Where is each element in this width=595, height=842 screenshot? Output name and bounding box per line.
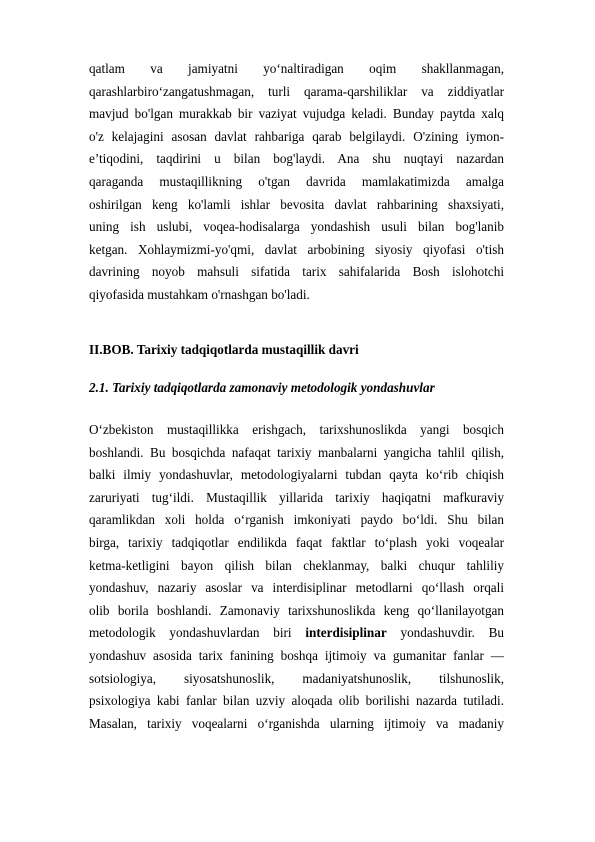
text-line: O‘zbekiston mustaqillikka erishgach, tarixshunoslikda yangi bosqich [89, 422, 504, 437]
text-line: yondashuv asosida tarix fanining boshqa ijtimoiy va gumanitar fanlar — [89, 647, 504, 663]
chapter-heading: II.BOB. Tarixiy tadqiqotlarda mustaqillik davri [89, 342, 359, 357]
text-line: ketma-ketligini bayon qilish bilan cheklanmay, balki chuqur tahliliy [89, 557, 504, 573]
text-line: qiyofasida mustahkam o'rnashgan bo'ladi. [89, 286, 310, 302]
text-segment: metodologik yondashuvlardan biri [89, 625, 292, 641]
text-line: qaramlikdan xoli holda o‘rganish imkoniyati paydo bo‘ldi. Shu bilan [89, 512, 504, 528]
section-heading: 2.1. Tarixiy tadqiqotlarda zamonaviy metodologik yondashuvlar [89, 380, 435, 395]
text-line: oshirilgan keng ko'lamli ishlar bevosita davlat rahbarining shaxsiyati, [89, 196, 504, 212]
text-line: Masalan, tarixiy voqealarni o‘rganishda ularning ijtimoiy va madaniy [89, 715, 504, 731]
text-line: sotsiologiya, siyosatshunoslik, madaniyatshunoslik, tilshunoslik, [89, 670, 504, 686]
text-line: zaruriyati tug‘ildi. Mustaqillik yillarida tarixiy haqiqatni mafkuraviy [89, 489, 504, 505]
text-line: e’tiqodini, taqdirini u bilan bog'laydi. Ana shu nuqtayi nazardan [89, 151, 504, 167]
text-line: boshlandi. Bu bosqichda nafaqat tarixiy manbalarni yangicha tahlil qilish, [89, 444, 504, 460]
text-line: psixologiya kabi fanlar bilan uzviy aloqada olib borilishi nazarda tutiladi. [89, 693, 504, 709]
text-line-mixed [89, 622, 504, 645]
paragraph-intro [89, 58, 504, 307]
text-line: balki ilmiy yondashuvlar, metodologiyalarni tubdan qayta ko‘rib chiqish [89, 467, 504, 483]
text-line: olib borila boshlandi. Zamonaviy tarixshunoslikda keng qo‘llanilayotgan [89, 602, 504, 618]
text-line: o'z kelajagini asosan davlat rahbariga qarab belgilaydi. O'zining iymon- [89, 128, 504, 144]
text-line: qatlam va jamiyatni yo‘naltiradigan oqim shakllanmagan, [89, 61, 504, 76]
text-line: davrining noyob mahsuli sifatida tarix sahifalarida Bosh islohotchi [89, 264, 504, 280]
bold-term: interdisiplinar [305, 625, 387, 641]
text-line: mavjud bo'lgan murakkab bir vaziyat vujudga keladi. Bunday paytda xalq [89, 106, 504, 122]
text-line: birga, tarixiy tadqiqotlar endilikda faqat faktlar to‘plash yoki voqealar [89, 534, 504, 550]
text-line: yondashuv, nazariy asoslar va interdisiplinar metodlarni qo‘llash orqali [89, 580, 504, 596]
text-segment: yondashuvdir. Bu [400, 625, 504, 641]
text-line: qarashlarbiro‘zangatushmagan, turli qarama-qarshiliklar va ziddiyatlar [89, 83, 504, 99]
text-line: uning ish uslubi, voqea-hodisalarga yondashish usuli bilan bog'lanib [89, 219, 504, 235]
text-line: ketgan. Xohlaymizmi-yo'qmi, davlat arbobining siyosiy qiyofasi o'tish [89, 241, 504, 257]
text-line: qaraganda mustaqillikning o'tgan davrida mamlakatimizda amalga [89, 173, 504, 189]
paragraph-main [89, 419, 504, 735]
